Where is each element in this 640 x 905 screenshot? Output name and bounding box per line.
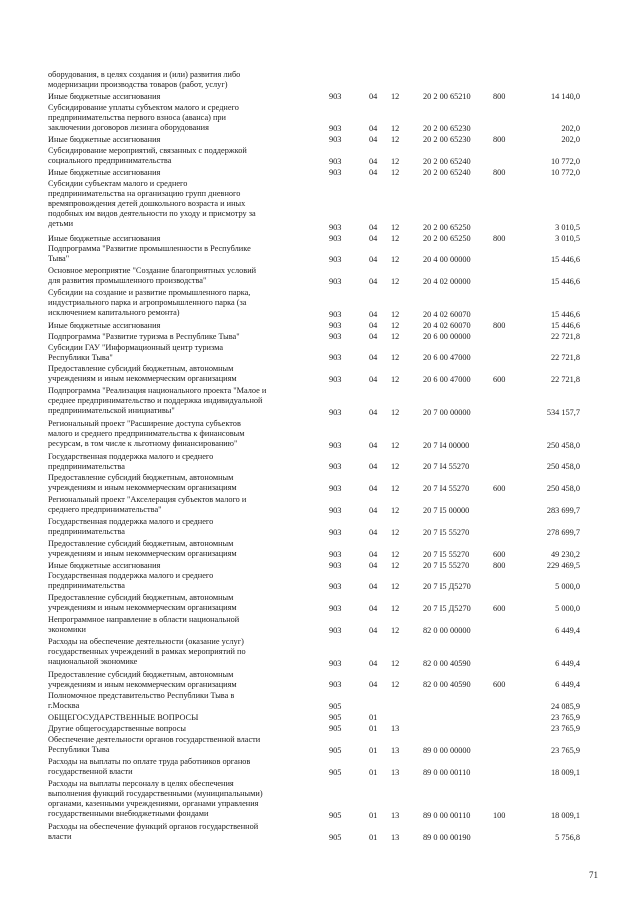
row-name-line: Региональный проект "Акселерация субъектов малого и	[48, 495, 247, 505]
row-name-line: Полномочное представительство Республики Тыва в	[48, 691, 235, 701]
page-number: 71	[589, 870, 598, 880]
cell-csr: 20 7 I5 55270	[423, 560, 470, 570]
cell-ved: 903	[329, 135, 342, 145]
cell-rz: 04	[369, 124, 378, 134]
cell-pr: 12	[391, 168, 400, 178]
cell-csr: 20 2 00 65250	[423, 233, 471, 243]
row-name-line: детьми	[48, 219, 74, 228]
row-name-line: Предоставление субсидий бюджетным, автономным	[48, 364, 234, 374]
cell-ved: 903	[329, 625, 342, 635]
cell-pr: 12	[391, 233, 400, 243]
cell-vr: 800	[493, 168, 506, 178]
cell-rz: 04	[369, 353, 378, 363]
row-name	[48, 92, 324, 102]
row-name-line: Республики Тыва"	[48, 352, 113, 362]
row-name-line: Предоставление субсидий бюджетным, автономным	[48, 473, 234, 483]
cell-csr: 20 7 I4 55270	[423, 484, 470, 494]
cell-csr: 20 2 00 65230	[423, 124, 471, 134]
cell-csr: 82 0 00 40590	[423, 658, 471, 668]
row-name-line: предпринимательской инициативы"	[48, 406, 175, 416]
cell-rz: 04	[369, 625, 378, 635]
row-name-line: Непрограммное направление в области национальной	[48, 615, 240, 624]
cell-csr: 20 7 I5 Д5270	[423, 604, 471, 614]
cell-csr: 20 2 00 65210	[423, 91, 471, 101]
row-name	[48, 70, 324, 90]
cell-ved: 903	[329, 462, 342, 472]
cell-pr: 12	[391, 91, 400, 101]
cell-sum: 283 699,7	[546, 505, 580, 515]
cell-rz: 04	[369, 233, 378, 243]
cell-csr: 20 2 00 65230	[423, 135, 471, 145]
cell-rz: 04	[369, 549, 378, 559]
cell-pr: 13	[391, 745, 400, 755]
cell-pr: 13	[391, 724, 400, 733]
cell-ved: 903	[329, 255, 342, 265]
cell-sum: 202,0	[561, 135, 580, 145]
cell-pr: 13	[391, 767, 400, 777]
cell-vr: 600	[493, 680, 506, 690]
cell-ved: 903	[329, 277, 342, 287]
row-name-line: Государственная поддержка малого и среднего	[48, 571, 214, 581]
cell-sum: 3 010,5	[555, 222, 580, 232]
cell-ved: 903	[329, 658, 342, 668]
cell-pr: 12	[391, 353, 400, 363]
cell-rz: 01	[369, 832, 378, 842]
cell-ved: 903	[329, 680, 342, 690]
cell-rz: 04	[369, 462, 378, 472]
row-name-line: Подпрограмма "Развитие промышленности в Республике	[48, 244, 251, 254]
cell-ved: 903	[329, 407, 342, 417]
cell-csr: 20 4 00 00000	[423, 255, 471, 265]
cell-ved: 905	[329, 767, 342, 777]
cell-sum: 6 449,4	[555, 658, 580, 668]
cell-pr: 12	[391, 462, 400, 472]
row-name-line: Субсидирование уплаты субъектом малого и среднего	[48, 102, 239, 112]
cell-vr: 800	[493, 91, 506, 101]
row-name-line: учреждениям и иным некоммерческим организациям	[48, 483, 237, 493]
cell-sum: 534 157,7	[546, 407, 580, 417]
cell-sum: 6 449,4	[555, 680, 580, 690]
cell-pr: 12	[391, 440, 400, 450]
cell-vr: 800	[493, 560, 506, 570]
row-name-line: г.Москва	[48, 701, 80, 711]
cell-rz: 04	[369, 527, 378, 537]
cell-rz: 04	[369, 157, 378, 167]
cell-csr: 89 0 00 00190	[423, 832, 471, 842]
row-name-line: Предоставление субсидий бюджетным, автономным	[48, 593, 234, 603]
cell-pr: 12	[391, 320, 400, 330]
cell-csr: 82 0 00 40590	[423, 680, 471, 690]
cell-rz: 01	[369, 767, 378, 777]
row-name	[48, 419, 324, 449]
cell-csr: 20 7 I5 55270	[423, 549, 470, 559]
cell-csr: 20 7 I4 55270	[423, 462, 470, 472]
cell-rz: 01	[369, 724, 378, 733]
cell-sum: 15 446,6	[550, 277, 580, 287]
cell-ved: 903	[329, 484, 342, 494]
cell-sum: 6 449,4	[555, 625, 580, 635]
cell-pr: 12	[391, 625, 400, 635]
row-name-line: среднее предпринимательство и поддержка индивидуальной	[48, 396, 263, 406]
row-name	[48, 364, 324, 384]
row-name	[48, 757, 324, 777]
cell-ved: 903	[329, 91, 342, 101]
row-name-line: Иные бюджетные ассигнования	[48, 168, 161, 178]
row-name	[48, 713, 324, 723]
cell-csr: 20 4 02 60070	[423, 320, 471, 330]
cell-ved: 903	[329, 157, 342, 167]
row-name	[48, 452, 324, 472]
cell-ved: 903	[329, 168, 342, 178]
cell-pr: 12	[391, 222, 400, 232]
row-name-line: Иные бюджетные ассигнования	[48, 233, 161, 243]
cell-pr: 12	[391, 560, 400, 570]
row-name-line: заключении договоров лизинга оборудования	[48, 122, 209, 132]
row-name	[48, 234, 324, 244]
cell-vr: 600	[493, 484, 506, 494]
cell-ved: 903	[329, 124, 342, 134]
cell-vr: 600	[493, 375, 506, 385]
cell-rz: 04	[369, 604, 378, 614]
row-name-line: Предоставление субсидий бюджетным, автономным	[48, 538, 234, 548]
row-name-line: Подпрограмма "Развитие туризма в Республике Тыва"	[48, 331, 240, 341]
cell-sum: 49 230,2	[550, 549, 580, 559]
cell-ved: 903	[329, 582, 342, 592]
cell-rz: 04	[369, 320, 378, 330]
row-name-line: государственными внебюджетными фондами	[48, 808, 209, 818]
cell-ved: 903	[329, 560, 342, 570]
row-name-line: предпринимательства	[48, 581, 125, 591]
row-name	[48, 288, 324, 318]
cell-sum: 5 756,8	[555, 832, 580, 842]
row-name	[48, 473, 324, 493]
row-name-line: подобных им видов деятельности по уходу и присмотру за	[48, 209, 256, 218]
row-name-line: органами, казенными учреждениями, органами управления	[48, 798, 259, 808]
cell-sum: 23 765,9	[550, 745, 580, 755]
row-name-line: исключением капитального ремонта)	[48, 308, 180, 317]
cell-pr: 12	[391, 527, 400, 537]
cell-csr: 20 2 00 65250	[423, 222, 471, 232]
cell-pr: 12	[391, 157, 400, 167]
cell-rz: 04	[369, 309, 378, 319]
row-name	[48, 637, 324, 667]
row-name	[48, 266, 324, 286]
cell-rz: 04	[369, 277, 378, 287]
cell-csr: 89 0 00 00000	[423, 745, 471, 755]
cell-ved: 903	[329, 505, 342, 515]
row-name-line: национальной экономике	[48, 656, 138, 666]
row-name-line: Субсидии ГАУ "Информационный центр туризма	[48, 342, 224, 352]
cell-sum: 18 009,1	[550, 767, 580, 777]
cell-rz: 04	[369, 375, 378, 385]
row-name-line: для развития промышленного производства"	[48, 276, 207, 286]
cell-csr: 20 7 I5 55270	[423, 527, 470, 537]
row-name-line: оборудования, в целях создания и (или) развития либо	[48, 70, 241, 79]
cell-pr: 12	[391, 658, 400, 668]
cell-rz: 04	[369, 680, 378, 690]
cell-sum: 15 446,6	[550, 309, 580, 319]
cell-rz: 04	[369, 331, 378, 341]
row-name	[48, 168, 324, 178]
row-name-line: экономики	[48, 625, 86, 634]
row-name	[48, 103, 324, 133]
cell-pr: 12	[391, 124, 400, 134]
cell-pr: 12	[391, 277, 400, 287]
cell-csr: 20 2 00 65240	[423, 168, 471, 178]
row-name-line: модернизации производства товаров (работ, услуг)	[48, 80, 228, 89]
cell-ved: 905	[329, 811, 342, 821]
cell-ved: 903	[329, 440, 342, 450]
row-name-line: Государственная поддержка малого и среднего	[48, 451, 214, 461]
row-name-line: времяпровождения детей дошкольного возраста и иных	[48, 199, 246, 208]
cell-pr: 12	[391, 375, 400, 385]
cell-pr: 13	[391, 811, 400, 821]
row-name	[48, 822, 324, 842]
cell-rz: 01	[369, 713, 378, 723]
cell-csr: 20 6 00 47000	[423, 375, 471, 385]
cell-rz: 04	[369, 505, 378, 515]
row-name-line: Иные бюджетные ассигнования	[48, 320, 161, 330]
cell-ved: 903	[329, 309, 342, 319]
cell-sum: 15 446,6	[550, 255, 580, 265]
row-name-line: предпринимательства первого взноса (аванса) при	[48, 112, 226, 122]
cell-csr: 20 6 00 00000	[423, 331, 471, 341]
row-name-line: учреждениям и иным некоммерческим организациям	[48, 374, 237, 384]
row-name	[48, 561, 324, 571]
row-name-line: предпринимательства на организацию групп дневного	[48, 189, 241, 198]
cell-ved: 905	[329, 745, 342, 755]
cell-pr: 12	[391, 549, 400, 559]
cell-ved: 903	[329, 375, 342, 385]
row-name-line: Иные бюджетные ассигнования	[48, 135, 161, 145]
row-name-line: Субсидирование мероприятий, связанных с поддержкой	[48, 146, 247, 156]
cell-ved: 903	[329, 527, 342, 537]
row-name-line: Другие общегосударственные вопросы	[48, 724, 186, 733]
row-name-line: Основное мероприятие "Создание благоприятных условий	[48, 266, 257, 276]
cell-sum: 10 772,0	[550, 157, 580, 167]
row-name	[48, 244, 324, 264]
row-name-line: учреждениям и иным некоммерческим организациям	[48, 603, 237, 613]
cell-sum: 22 721,8	[550, 353, 580, 363]
cell-pr: 12	[391, 484, 400, 494]
cell-ved: 903	[329, 604, 342, 614]
row-name-line: государственной власти	[48, 766, 133, 776]
cell-rz: 04	[369, 440, 378, 450]
cell-pr: 12	[391, 331, 400, 341]
cell-rz: 01	[369, 811, 378, 821]
cell-vr: 800	[493, 135, 506, 145]
cell-ved: 905	[329, 713, 342, 723]
cell-rz: 04	[369, 560, 378, 570]
cell-vr: 600	[493, 604, 506, 614]
row-name	[48, 724, 324, 734]
row-name-line: малого и среднего предпринимательства к финансовым	[48, 428, 245, 438]
cell-csr: 20 2 00 65240	[423, 157, 471, 167]
row-name-line: Расходы на обеспечение функций органов государственной	[48, 822, 259, 832]
cell-ved: 905	[329, 832, 342, 842]
row-name-line: среднего предпринимательства"	[48, 505, 162, 515]
row-name-line: Иные бюджетные ассигнования	[48, 560, 161, 570]
cell-pr: 13	[391, 832, 400, 842]
row-name-line: Субсидии субъектам малого и среднего	[48, 179, 188, 188]
cell-ved: 903	[329, 331, 342, 341]
cell-sum: 250 458,0	[546, 462, 580, 472]
cell-rz: 04	[369, 658, 378, 668]
cell-csr: 20 7 I5 00000	[423, 505, 470, 515]
cell-vr: 600	[493, 549, 506, 559]
cell-vr: 100	[493, 811, 506, 821]
cell-rz: 04	[369, 407, 378, 417]
row-name	[48, 321, 324, 331]
row-name	[48, 593, 324, 613]
row-name-line: власти	[48, 832, 72, 842]
row-name-line: выполнения функций государственными (муниципальными)	[48, 788, 263, 798]
row-name-line: Государственная поддержка малого и среднего	[48, 516, 214, 526]
cell-ved: 903	[329, 233, 342, 243]
cell-pr: 12	[391, 135, 400, 145]
row-name-line: Подпрограмма "Реализация национального проекта "Малое и	[48, 386, 267, 396]
cell-rz: 04	[369, 484, 378, 494]
row-name	[48, 517, 324, 537]
cell-rz: 04	[369, 168, 378, 178]
row-name-line: Предоставление субсидий бюджетным, автономным	[48, 669, 234, 679]
row-name	[48, 135, 324, 145]
cell-sum: 5 000,0	[555, 582, 580, 592]
cell-csr: 82 0 00 00000	[423, 625, 471, 635]
row-name-line: предпринимательства	[48, 461, 125, 471]
cell-csr: 20 4 02 00000	[423, 277, 471, 287]
row-name	[48, 179, 324, 229]
cell-rz: 04	[369, 255, 378, 265]
cell-csr: 89 0 00 00110	[423, 811, 471, 821]
cell-sum: 5 000,0	[555, 604, 580, 614]
row-name	[48, 779, 324, 819]
row-name-line: Расходы на обеспечение деятельности (оказание услуг)	[48, 636, 244, 646]
cell-ved: 903	[329, 320, 342, 330]
row-name-line: Субсидии на создание и развитие промышленного парка,	[48, 288, 251, 297]
row-name	[48, 146, 324, 166]
row-name-line: учреждениям и иным некоммерческим организациям	[48, 548, 237, 558]
row-name	[48, 386, 324, 416]
row-name	[48, 539, 324, 559]
row-name	[48, 735, 324, 755]
cell-vr: 800	[493, 233, 506, 243]
cell-sum: 23 765,9	[550, 713, 580, 723]
cell-rz: 01	[369, 745, 378, 755]
cell-sum: 3 010,5	[555, 233, 580, 243]
cell-rz: 04	[369, 135, 378, 145]
cell-sum: 18 009,1	[550, 811, 580, 821]
cell-sum: 14 140,0	[550, 91, 580, 101]
cell-sum: 250 458,0	[546, 484, 580, 494]
cell-ved: 905	[329, 702, 342, 712]
row-name	[48, 571, 324, 591]
row-name-line: социального предпринимательства	[48, 156, 172, 166]
row-name-line: Расходы на выплаты по оплате труда работников органов	[48, 756, 251, 766]
row-name	[48, 691, 324, 711]
cell-pr: 12	[391, 604, 400, 614]
cell-rz: 04	[369, 91, 378, 101]
cell-sum: 24 085,9	[550, 702, 580, 712]
row-name	[48, 332, 324, 342]
row-name	[48, 343, 324, 363]
cell-pr: 12	[391, 407, 400, 417]
row-name-line: ресурсам, в том числе к льготному финансированию"	[48, 438, 238, 448]
cell-sum: 202,0	[561, 124, 580, 134]
row-name-line: государственных учреждений в рамках мероприятий по	[48, 646, 246, 656]
cell-csr: 89 0 00 00110	[423, 767, 471, 777]
cell-sum: 22 721,8	[550, 331, 580, 341]
cell-sum: 15 446,6	[550, 320, 580, 330]
cell-ved: 903	[329, 222, 342, 232]
cell-sum: 250 458,0	[546, 440, 580, 450]
row-name-line: ОБЩЕГОСУДАРСТВЕННЫЕ ВОПРОСЫ	[48, 713, 199, 723]
cell-vr: 800	[493, 320, 506, 330]
cell-csr: 20 7 00 00000	[423, 407, 471, 417]
cell-csr: 20 4 02 60070	[423, 309, 471, 319]
row-name	[48, 495, 324, 515]
row-name	[48, 670, 324, 690]
cell-rz: 04	[369, 582, 378, 592]
cell-csr: 20 6 00 47000	[423, 353, 471, 363]
row-name-line: Региональный проект "Расширение доступа субъектов	[48, 418, 241, 428]
cell-ved: 903	[329, 353, 342, 363]
row-name-line: индустриального парка и агропромышленного парка (за	[48, 298, 247, 307]
cell-sum: 23 765,9	[550, 724, 580, 733]
cell-rz: 04	[369, 222, 378, 232]
cell-ved: 905	[329, 724, 342, 733]
row-name-line: предпринимательства	[48, 526, 125, 536]
row-name-line: Иные бюджетные ассигнования	[48, 91, 161, 101]
cell-pr: 12	[391, 309, 400, 319]
row-name	[48, 615, 324, 635]
cell-csr: 20 7 I5 Д5270	[423, 582, 471, 592]
cell-ved: 903	[329, 549, 342, 559]
cell-pr: 12	[391, 505, 400, 515]
cell-pr: 12	[391, 680, 400, 690]
cell-sum: 22 721,8	[550, 375, 580, 385]
cell-pr: 12	[391, 255, 400, 265]
cell-pr: 12	[391, 582, 400, 592]
row-name-line: Республики Тыва	[48, 744, 110, 754]
row-name-line: Обеспечение деятельности органов государственной власти	[48, 734, 261, 744]
row-name-line: Тыва"	[48, 254, 70, 264]
cell-sum: 10 772,0	[550, 168, 580, 178]
cell-csr: 20 7 I4 00000	[423, 440, 470, 450]
cell-sum: 229 469,5	[546, 560, 580, 570]
row-name-line: учреждениям и иным некоммерческим организациям	[48, 679, 237, 689]
row-name-line: Расходы на выплаты персоналу в целях обеспечения	[48, 778, 234, 788]
cell-sum: 278 699,7	[546, 527, 580, 537]
